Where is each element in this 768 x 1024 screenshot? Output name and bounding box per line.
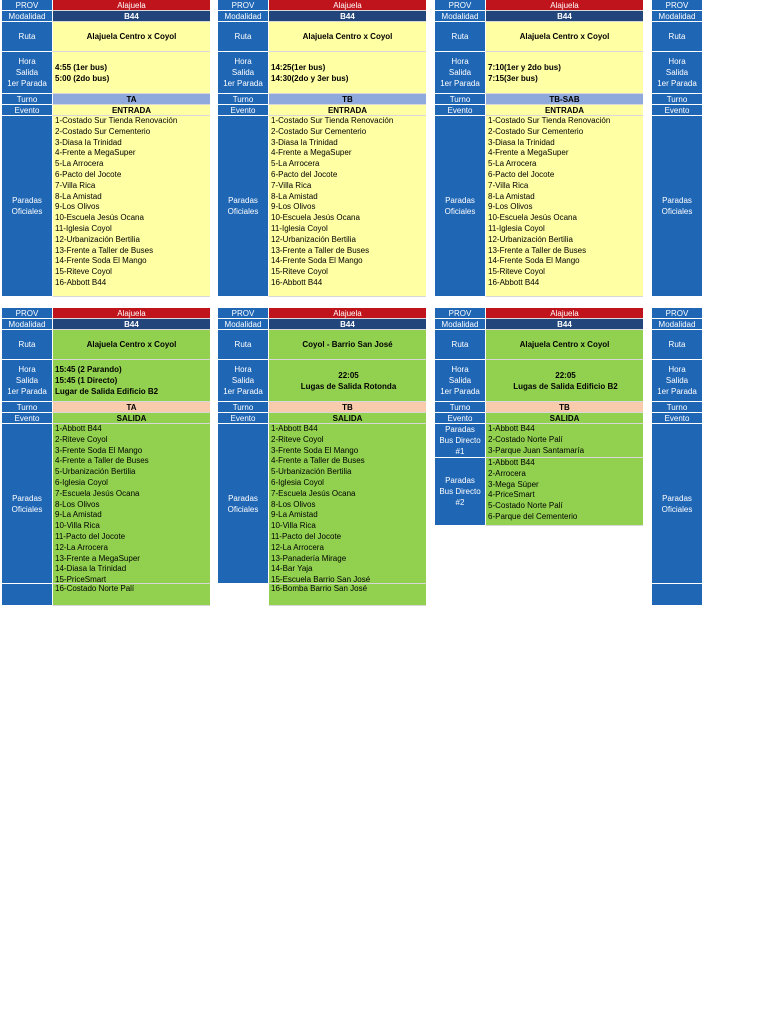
prov-label: PROV	[435, 308, 485, 319]
prov-value: Alajuela	[268, 308, 426, 319]
evento-label: Evento	[652, 105, 702, 116]
turno-value: TB	[268, 402, 426, 413]
stop-item: 4-Frente a MegaSuper	[55, 148, 136, 158]
ruta-value: Alajuela Centro x Coyol	[485, 330, 643, 360]
stop-item: 11-Iglesia Coyol	[271, 223, 328, 233]
modalidad-label: Modalidad	[218, 319, 268, 330]
stop-item: 10-Escuela Jesús Ocana	[271, 213, 360, 223]
stop-item: 9-Los Olivos	[488, 202, 533, 212]
stops-list	[268, 424, 426, 584]
ruta-value: Alajuela Centro x Coyol	[52, 330, 210, 360]
stop-item: 4-PriceSmart	[488, 490, 535, 500]
stop-item: 8-La Amistad	[55, 191, 102, 201]
hora-value: 4:55 (1er bus) 5:00 (2do bus)	[52, 52, 210, 94]
stop-item: 15-Riteve Coyol	[55, 267, 112, 277]
stop-item: 7-Escuela Jesús Ocana	[271, 488, 356, 498]
stop-item: 3-Diasa la Trinidad	[488, 137, 555, 147]
bus-directo-1-stops	[485, 424, 643, 458]
stop-item: 3-Mega Súper	[488, 479, 539, 489]
stop-item: 4-Frente a Taller de Buses	[271, 456, 365, 466]
paradas-label: Paradas Oficiales	[652, 424, 702, 584]
stop-item: 13-Frente a Taller de Buses	[488, 245, 587, 255]
hora-label: Hora Salida 1er Parada	[218, 360, 268, 402]
schedule-card-4	[2, 308, 210, 606]
hora-label: Hora Salida 1er Parada	[435, 52, 485, 94]
stop-item: 10-Villa Rica	[55, 521, 100, 531]
turno-label: Turno	[652, 94, 702, 105]
stop-item: 13-Frente a Taller de Buses	[271, 245, 370, 255]
prov-value: Alajuela	[268, 0, 426, 11]
prov-label: PROV	[218, 308, 268, 319]
stop-item: 4-Frente a Taller de Buses	[55, 456, 149, 466]
stop-item: 2-Costado Norte Palí	[488, 434, 563, 444]
paradas-label: Paradas Oficiales	[652, 116, 702, 297]
stop-item: 2-Arrocera	[488, 468, 526, 478]
prov-label: PROV	[435, 0, 485, 11]
ruta-value: Alajuela Centro x Coyol	[52, 22, 210, 52]
ruta-value: Coyol - Barrio San José	[268, 330, 426, 360]
hora-value: 22:05 Lugas de Salida Rotonda	[268, 360, 426, 402]
evento-value: ENTRADA	[52, 105, 210, 116]
hora-label: Hora Salida 1er Parada	[218, 52, 268, 94]
stop-item: 3-Diasa la Trinidad	[55, 137, 122, 147]
ruta-label: Ruta	[218, 22, 268, 52]
prov-label: PROV	[218, 0, 268, 11]
stop-item: 11-Iglesia Coyol	[55, 223, 112, 233]
ruta-label: Ruta	[435, 22, 485, 52]
stop-item: 9-Los Olivos	[55, 202, 100, 212]
stop-item: 16-Abbott B44	[271, 277, 323, 287]
prov-value: Alajuela	[485, 0, 643, 11]
stop-item: 12-Urbanización Bertilia	[488, 234, 573, 244]
evento-value: SALIDA	[268, 413, 426, 424]
turno-label: Turno	[435, 402, 485, 413]
modalidad-value: B44	[485, 11, 643, 22]
evento-label: Evento	[652, 413, 702, 424]
modalidad-value: B44	[268, 11, 426, 22]
modalidad-value: B44	[268, 319, 426, 330]
hora-label: Hora Salida 1er Parada	[652, 360, 702, 402]
modalidad-label: Modalidad	[435, 319, 485, 330]
stop-item: 14-Frente Soda El Mango	[271, 256, 363, 266]
hora-label: Hora Salida 1er Parada	[2, 52, 52, 94]
prov-label: PROV	[652, 0, 702, 11]
stop-item: 3-Frente Soda El Mango	[55, 445, 143, 455]
stop-item: 3-Frente Soda El Mango	[271, 445, 359, 455]
modalidad-value: B44	[52, 11, 210, 22]
ruta-label: Ruta	[435, 330, 485, 360]
turno-value: TB	[485, 402, 643, 413]
modalidad-label: Modalidad	[652, 319, 702, 330]
hora-value: 15:45 (2 Parando) 15:45 (1 Directo) Lugar de Salida Edificio B2	[52, 360, 210, 402]
turno-label: Turno	[652, 402, 702, 413]
evento-label: Evento	[218, 413, 268, 424]
stop-item: 1-Abbott B44	[488, 424, 535, 433]
stop-item: 16-Abbott B44	[488, 277, 540, 287]
evento-label: Evento	[218, 105, 268, 116]
stop-item: 6-Parque del Cementerio	[488, 511, 578, 521]
turno-label: Turno	[218, 402, 268, 413]
stop-item: 6-Iglesia Coyol	[55, 477, 108, 487]
stop-item: 1-Abbott B44	[271, 424, 318, 433]
evento-label: Evento	[2, 105, 52, 116]
bus-directo-2-stops	[485, 458, 643, 526]
stop-item: 5-Costado Norte Palí	[488, 501, 563, 511]
modalidad-label: Modalidad	[652, 11, 702, 22]
hora-label: Hora Salida 1er Parada	[2, 360, 52, 402]
stop-item: 12-La Arrocera	[55, 542, 108, 552]
prov-value: Alajuela	[485, 308, 643, 319]
stops-list	[52, 116, 210, 297]
stop-item: 6-Pacto del Jocote	[271, 169, 338, 179]
modalidad-label: Modalidad	[2, 11, 52, 22]
stop-item: 8-Los Olivos	[55, 499, 100, 509]
stop-item: 7-Villa Rica	[55, 180, 96, 190]
stop-item: 7-Escuela Jesús Ocana	[55, 488, 140, 498]
ruta-label: Ruta	[218, 330, 268, 360]
modalidad-label: Modalidad	[435, 11, 485, 22]
stop-item: 15-PriceSmart	[55, 575, 107, 585]
stop-item: 13-Panadería Mirage	[271, 553, 347, 563]
stop-item: 9-La Amistad	[55, 510, 102, 520]
turno-value: TB-SAB	[485, 94, 643, 105]
stop-item: 1-Abbott B44	[55, 424, 102, 433]
stop-item: 14-Frente Soda El Mango	[488, 256, 580, 266]
stop-item: 2-Costado Sur Cementerio	[488, 126, 584, 136]
evento-value: SALIDA	[52, 413, 210, 424]
prov-value: Alajuela	[52, 308, 210, 319]
stop-item: 14-Bar Yaja	[271, 564, 313, 574]
turno-label: Turno	[435, 94, 485, 105]
evento-label: Evento	[2, 413, 52, 424]
modalidad-label: Modalidad	[2, 319, 52, 330]
stop-item: 1-Costado Sur Tienda Renovación	[55, 116, 178, 125]
stop-item: 1-Costado Sur Tienda Renovación	[271, 116, 394, 125]
stop-item: 6-Pacto del Jocote	[488, 169, 555, 179]
stop-item: 2-Riteve Coyol	[55, 434, 108, 444]
stop-item: 15-Riteve Coyol	[488, 267, 545, 277]
bus-directo-2-label: Paradas Bus Directo #2	[435, 458, 485, 526]
stop-item: 12-Urbanización Bertilia	[271, 234, 356, 244]
evento-label: Evento	[435, 105, 485, 116]
paradas-label: Paradas Oficiales	[435, 116, 485, 297]
stop-item: 15-Escuela Barrio San José	[271, 575, 371, 585]
stop-item: 8-Los Olivos	[271, 499, 316, 509]
hora-label: Hora Salida 1er Parada	[652, 52, 702, 94]
ruta-value: Alajuela Centro x Coyol	[268, 22, 426, 52]
stop-item: 2-Costado Sur Cementerio	[55, 126, 151, 136]
stop-item: 10-Escuela Jesús Ocana	[488, 213, 577, 223]
turno-value: TB	[268, 94, 426, 105]
evento-value: ENTRADA	[268, 105, 426, 116]
stop-item: 5-La Arrocera	[488, 159, 537, 169]
paradas-label: Paradas Oficiales	[218, 116, 268, 297]
ruta-label: Ruta	[2, 330, 52, 360]
stop-item: 3-Diasa la Trinidad	[271, 137, 338, 147]
stop-item: 4-Frente a MegaSuper	[271, 148, 352, 158]
paradas-label: Paradas Oficiales	[2, 424, 52, 584]
ruta-label: Ruta	[652, 22, 702, 52]
prov-label: PROV	[2, 308, 52, 319]
modalidad-label: Modalidad	[218, 11, 268, 22]
stops-list	[268, 116, 426, 297]
label-column-stub	[652, 0, 702, 297]
stop-item: 9-Los Olivos	[271, 202, 316, 212]
stop-item: 5-Urbanización Bertilia	[55, 467, 136, 477]
turno-label: Turno	[218, 94, 268, 105]
prov-label: PROV	[2, 0, 52, 11]
stop-item: 10-Villa Rica	[271, 521, 316, 531]
stop-item: 1-Costado Sur Tienda Renovación	[488, 116, 611, 125]
stop-item: 7-Villa Rica	[488, 180, 529, 190]
stop-item: 2-Riteve Coyol	[271, 434, 324, 444]
stop-item: 16-Abbott B44	[55, 277, 107, 287]
stop-item: 15-Riteve Coyol	[271, 267, 328, 277]
hora-value: 7:10(1er y 2do bus) 7:15(3er bus)	[485, 52, 643, 94]
hora-value: 22:05 Lugas de Salida Edificio B2	[485, 360, 643, 402]
turno-label: Turno	[2, 94, 52, 105]
stops-list	[52, 424, 210, 584]
ruta-label: Ruta	[652, 330, 702, 360]
stop-item: 7-Villa Rica	[271, 180, 312, 190]
schedule-card-3	[435, 0, 643, 297]
stops-list	[485, 116, 643, 297]
stop-item: 16-Costado Norte Palí	[52, 584, 210, 606]
modalidad-value: B44	[52, 319, 210, 330]
stop-item: 4-Frente a MegaSuper	[488, 148, 569, 158]
evento-value: ENTRADA	[485, 105, 643, 116]
evento-label: Evento	[435, 413, 485, 424]
schedule-card-1	[2, 0, 210, 297]
prov-label: PROV	[652, 308, 702, 319]
stop-item: 3-Parque Juan Santamaría	[488, 445, 585, 455]
turno-value: TA	[52, 94, 210, 105]
stop-item: 14-Frente Soda El Mango	[55, 256, 147, 266]
schedule-card-2	[218, 0, 426, 297]
stop-item: 6-Iglesia Coyol	[271, 477, 324, 487]
stop-item: 13-Frente a MegaSuper	[55, 553, 140, 563]
stop-item: 11-Iglesia Coyol	[488, 223, 545, 233]
schedule-card-5	[218, 308, 426, 606]
stop-item: 8-La Amistad	[271, 191, 318, 201]
evento-value: SALIDA	[485, 413, 643, 424]
stop-item: 11-Pacto del Jocote	[55, 531, 126, 541]
hora-label: Hora Salida 1er Parada	[435, 360, 485, 402]
stop-item: 13-Frente a Taller de Buses	[55, 245, 154, 255]
turno-value: TA	[52, 402, 210, 413]
stop-item: 11-Pacto del Jocote	[271, 531, 342, 541]
stop-item: 10-Escuela Jesús Ocana	[55, 213, 144, 223]
stop-item: 8-La Amistad	[488, 191, 535, 201]
stop-item: 9-La Amistad	[271, 510, 318, 520]
hora-value: 14:25(1er bus) 14:30(2do y 3er bus)	[268, 52, 426, 94]
stop-item: 5-La Arrocera	[55, 159, 104, 169]
stop-item: 16-Bomba Barrio San José	[268, 584, 426, 606]
prov-value: Alajuela	[52, 0, 210, 11]
stop-item: 14-Diasa la Trinidad	[55, 564, 127, 574]
label-column-stub	[652, 308, 702, 606]
ruta-value: Alajuela Centro x Coyol	[485, 22, 643, 52]
stop-item: 12-Urbanización Bertilia	[55, 234, 140, 244]
bus-directo-1-label: Paradas Bus Directo #1	[435, 424, 485, 458]
paradas-label: Paradas Oficiales	[218, 424, 268, 584]
stop-item: 2-Costado Sur Cementerio	[271, 126, 367, 136]
modalidad-value: B44	[485, 319, 643, 330]
turno-label: Turno	[2, 402, 52, 413]
stop-item: 1-Abbott B44	[488, 458, 535, 467]
stop-item: 6-Pacto del Jocote	[55, 169, 122, 179]
paradas-label: Paradas Oficiales	[2, 116, 52, 297]
stop-item: 12-La Arrocera	[271, 542, 324, 552]
ruta-label: Ruta	[2, 22, 52, 52]
stop-item: 5-Urbanización Bertilia	[271, 467, 352, 477]
schedule-card-6	[435, 308, 643, 526]
stop-item: 5-La Arrocera	[271, 159, 320, 169]
